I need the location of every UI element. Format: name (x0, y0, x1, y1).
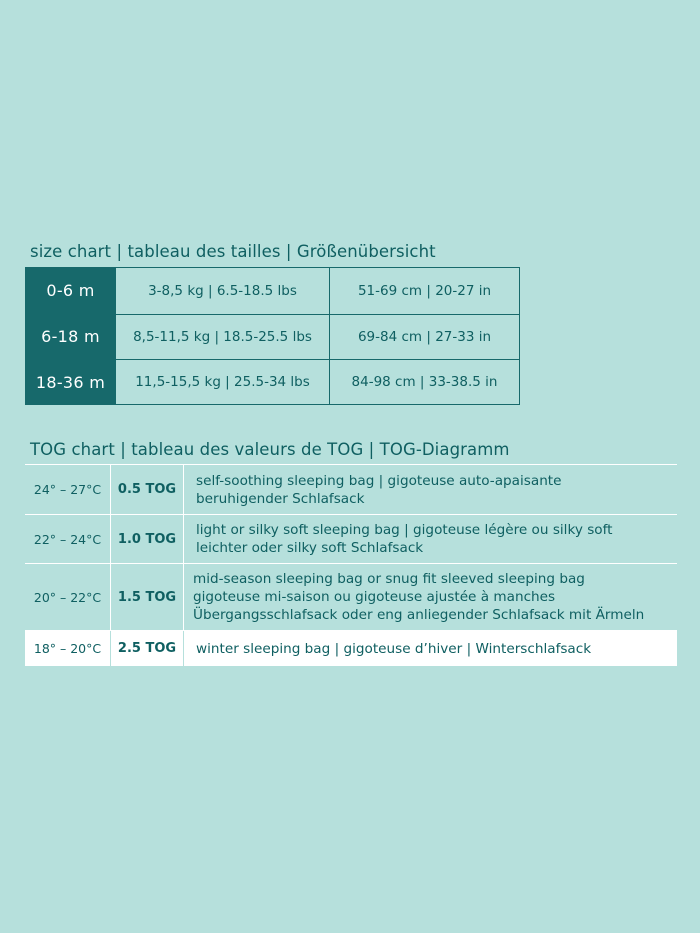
size-weight-cell: 8,5-11,5 kg | 18.5-25.5 lbs (115, 315, 329, 360)
tog-description-line: mid-season sleeping bag or snug fit sleeved sleeping bag (193, 571, 585, 587)
tog-description-cell (183, 631, 677, 666)
tog-value-cell: 1.0 TOG (110, 515, 183, 563)
tog-row (25, 464, 677, 514)
size-age-cell: 18-36 m (26, 360, 115, 405)
tog-description-line: light or silky soft sleeping bag | gigoteuse légère ou silky soft (196, 522, 613, 538)
size-chart-table (25, 267, 520, 405)
tog-description-cell (183, 564, 677, 630)
size-weight-cell: 11,5-15,5 kg | 25.5-34 lbs (115, 360, 329, 405)
tog-row-highlighted (25, 630, 677, 666)
tog-value-cell: 1.5 TOG (110, 564, 183, 630)
tog-description-line: self-soothing sleeping bag | gigoteuse auto-apaisante (196, 472, 562, 489)
tog-chart-title: TOG chart | tableau des valeurs de TOG | TOG-Diagramm (30, 440, 510, 459)
tog-description-line: leichter oder silky soft Schlafsack (196, 540, 424, 556)
tog-temperature-cell: 20° – 22°C (33, 589, 102, 605)
tog-temperature-cell: 24° – 27°C (33, 482, 102, 497)
tog-description-cell (183, 515, 677, 563)
size-age-cell: 0-6 m (26, 268, 115, 314)
tog-value-cell: 2.5 TOG (110, 631, 183, 666)
tog-row (25, 563, 677, 630)
size-row (26, 314, 519, 360)
tog-description-line: Übergangsschlafsack oder eng anliegender Schlafsack mit Ärmeln (193, 607, 645, 623)
tog-row (25, 514, 677, 563)
size-age-cell: 6-18 m (26, 315, 115, 360)
tog-description-line: beruhigender Schlafsack (196, 490, 365, 507)
size-row (26, 359, 519, 405)
size-chart-title: size chart | tableau des tailles | Größenübersicht (30, 242, 436, 261)
size-length-cell: 51-69 cm | 20-27 in (329, 268, 519, 314)
tog-description-line: winter sleeping bag | gigoteuse d’hiver | Winterschlafsack (196, 640, 592, 657)
size-length-cell: 84-98 cm | 33-38.5 in (329, 360, 519, 405)
size-row (26, 268, 519, 314)
tog-temperature-cell: 22° – 24°C (33, 531, 102, 547)
tog-description-line: gigoteuse mi-saison ou gigoteuse ajustée à manches (193, 589, 556, 605)
size-weight-cell: 3-8,5 kg | 6.5-18.5 lbs (115, 268, 329, 314)
size-length-cell: 69-84 cm | 27-33 in (329, 315, 519, 360)
tog-value-cell: 0.5 TOG (110, 465, 183, 514)
tog-description-cell (183, 465, 677, 514)
tog-temperature-cell: 18° – 20°C (33, 641, 102, 656)
